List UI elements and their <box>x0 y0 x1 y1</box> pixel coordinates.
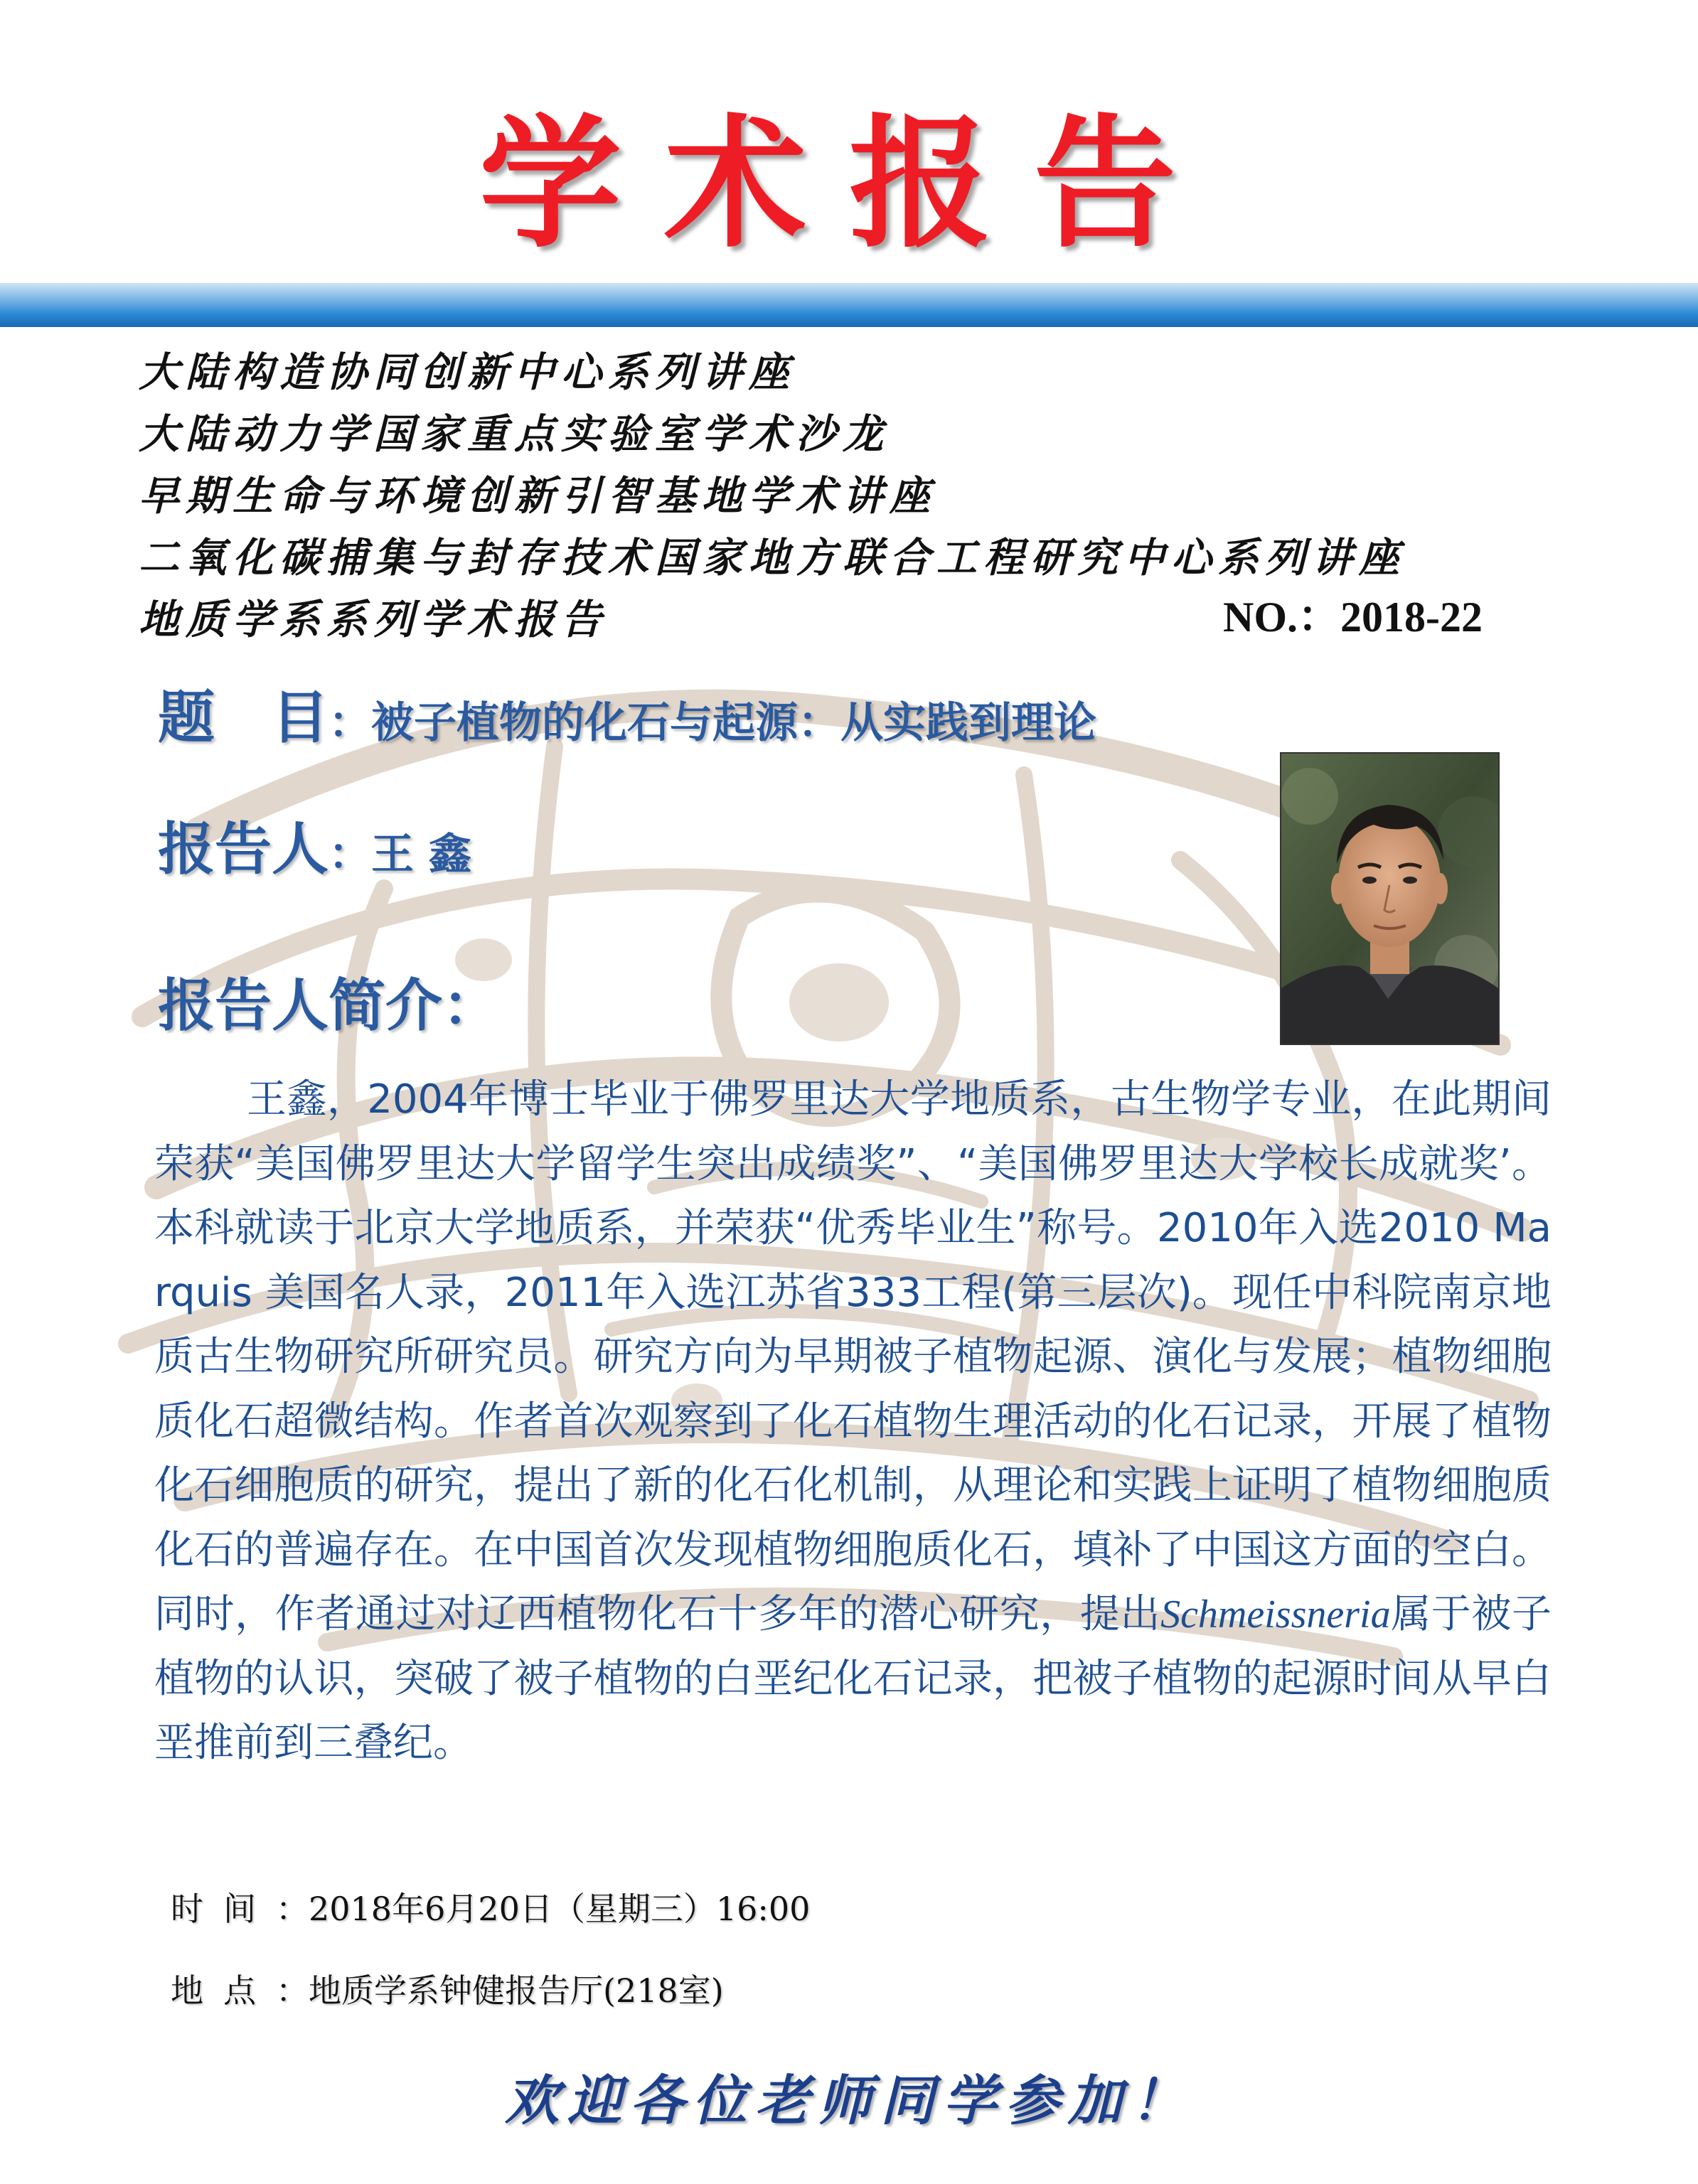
time-value: ：2018年6月20日（星期三）16:00 <box>276 1890 811 1928</box>
talk-location <box>171 1966 724 2016</box>
welcome-message: 欢迎各位老师同学参加！ <box>505 2069 1193 2132</box>
talk-title-row <box>158 679 1096 773</box>
report-number: NO.：2018-22 <box>1223 594 1483 641</box>
speaker-portrait-illustration <box>1281 754 1498 1044</box>
talk-title-separator: ： <box>329 698 371 748</box>
speaker-intro-heading <box>158 967 499 1061</box>
speaker-separator: ： <box>329 830 371 879</box>
series-line-3: 早期生命与环境创新引智基地学术讲座 <box>139 472 936 520</box>
series-line-4: 二氧化碳捕集与封存技术国家地方联合工程研究中心系列讲座 <box>139 534 1406 582</box>
speaker-portrait <box>1280 752 1500 1045</box>
series-line-2: 大陆动力学国家重点实验室学术沙龙 <box>139 410 890 458</box>
biography-text-part-2: 属于被子植物的认识，突破了被子植物的白垩纪化石记录，把被子植物的起源时间从早白垩推前到三叠纪。 <box>154 1591 1552 1766</box>
talk-title: 被子植物的化石与起源：从实践到理论 <box>371 698 1096 748</box>
speaker-intro-label: 报告人简介： <box>158 973 499 1039</box>
talk-title-label: 题 目 <box>158 685 329 751</box>
page-title: 学术报告 <box>479 102 1219 267</box>
genus-name: Schmeissneria <box>1160 1592 1391 1637</box>
speaker-biography <box>154 1068 1552 1776</box>
talk-time <box>171 1884 810 1934</box>
location-label: 地点 <box>171 1971 276 2010</box>
biography-text-part-1: 王鑫，2004年博士毕业于佛罗里达大学地质系，古生物学专业，在此期间荣获“美国佛罗里达大学留学生突出成绩奖”、“美国佛罗里达大学校长成就奖’。本科就读于北京大学地质系，并荣获“优秀毕业生”称号。2010年入选2010 Marquis 美国名人录，2011年入选江苏省333工程(第三层次)。现任中科院南京地质古生物研究所研究员。研究方向为早期被子植物起源、演化与发展；植物细胞质化石超微结构。作者首次观察到了化石植物生理活动的化石记录，开展了植物化石细胞质的研究，提出了新的化石化机制，从理论和实践上证明了植物细胞质化石的普遍存在。在中国首次发现植物细胞质化石，填补了中国这方面的空白。同时，作者通过对辽西植物化石十多年的潜心研究，提出 <box>154 1076 1552 1637</box>
location-value: ：地质学系钟健报告厅(218室) <box>276 1971 724 2010</box>
speaker-name: 王 鑫 <box>371 830 471 879</box>
series-line-5: 地质学系系列学术报告 <box>139 596 608 643</box>
time-label: 时间 <box>171 1890 276 1928</box>
header-stripe <box>0 283 1698 327</box>
series-line-1: 大陆构造协同创新中心系列讲座 <box>139 348 796 396</box>
speaker-label: 报告人 <box>158 816 329 882</box>
speaker-row <box>158 810 471 904</box>
